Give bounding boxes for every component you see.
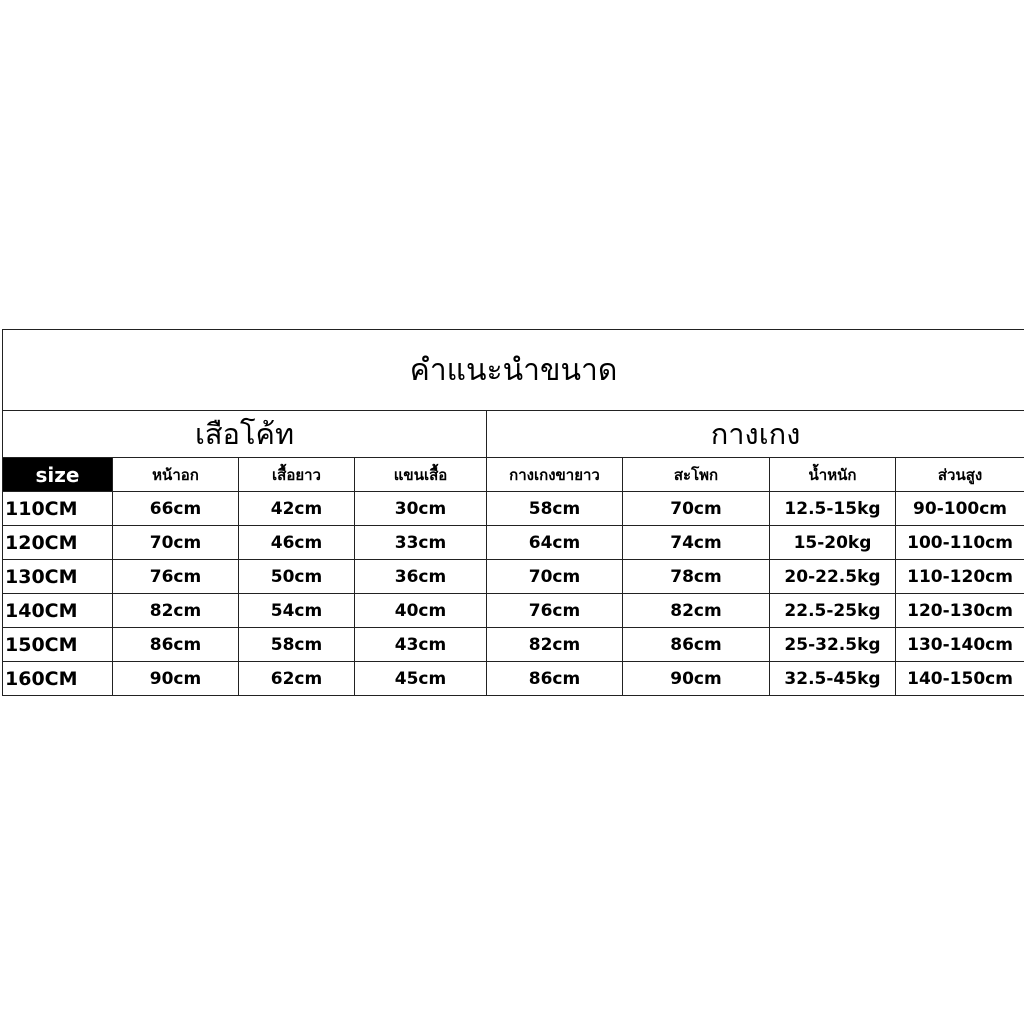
- top-length-cell: 50cm: [239, 560, 355, 594]
- pants-length-cell: 70cm: [487, 560, 623, 594]
- pants-length-cell: 82cm: [487, 628, 623, 662]
- column-header-sleeve: แขนเสื้อ: [355, 458, 487, 492]
- chest-cell: 70cm: [113, 526, 239, 560]
- height-cell: 90-100cm: [896, 492, 1024, 526]
- top-length-cell: 42cm: [239, 492, 355, 526]
- chest-cell: 86cm: [113, 628, 239, 662]
- top-length-cell: 54cm: [239, 594, 355, 628]
- sleeve-cell: 40cm: [355, 594, 487, 628]
- table-row: [3, 594, 1024, 628]
- pants-length-cell: 86cm: [487, 662, 623, 696]
- pants-length-cell: 58cm: [487, 492, 623, 526]
- table-row: [3, 662, 1024, 696]
- size-cell: 150CM: [3, 628, 113, 662]
- pants-length-cell: 76cm: [487, 594, 623, 628]
- table-row: [3, 560, 1024, 594]
- column-header-weight: น้ำหนัก: [770, 458, 896, 492]
- table-row: [3, 526, 1024, 560]
- column-header-hip: สะโพก: [623, 458, 770, 492]
- weight-cell: 15-20kg: [770, 526, 896, 560]
- hip-cell: 86cm: [623, 628, 770, 662]
- size-cell: 120CM: [3, 526, 113, 560]
- top-length-cell: 58cm: [239, 628, 355, 662]
- height-cell: 130-140cm: [896, 628, 1024, 662]
- size-cell: 130CM: [3, 560, 113, 594]
- column-header-height: ส่วนสูง: [896, 458, 1024, 492]
- sleeve-cell: 33cm: [355, 526, 487, 560]
- weight-cell: 12.5-15kg: [770, 492, 896, 526]
- chest-cell: 82cm: [113, 594, 239, 628]
- group-header-pants: กางเกง: [487, 411, 1024, 458]
- chest-cell: 66cm: [113, 492, 239, 526]
- size-cell: 140CM: [3, 594, 113, 628]
- group-header-row: [3, 411, 1024, 458]
- sleeve-cell: 45cm: [355, 662, 487, 696]
- chest-cell: 76cm: [113, 560, 239, 594]
- chest-cell: 90cm: [113, 662, 239, 696]
- sleeve-cell: 30cm: [355, 492, 487, 526]
- weight-cell: 20-22.5kg: [770, 560, 896, 594]
- hip-cell: 70cm: [623, 492, 770, 526]
- size-cell: 160CM: [3, 662, 113, 696]
- hip-cell: 82cm: [623, 594, 770, 628]
- hip-cell: 74cm: [623, 526, 770, 560]
- top-length-cell: 62cm: [239, 662, 355, 696]
- title-row: [3, 330, 1024, 411]
- sleeve-cell: 36cm: [355, 560, 487, 594]
- pants-length-cell: 64cm: [487, 526, 623, 560]
- column-header-row: [3, 458, 1024, 492]
- weight-cell: 32.5-45kg: [770, 662, 896, 696]
- weight-cell: 22.5-25kg: [770, 594, 896, 628]
- height-cell: 100-110cm: [896, 526, 1024, 560]
- height-cell: 110-120cm: [896, 560, 1024, 594]
- group-header-top: เสือโค้ท: [3, 411, 487, 458]
- weight-cell: 25-32.5kg: [770, 628, 896, 662]
- size-chart-table: [2, 329, 1024, 696]
- height-cell: 140-150cm: [896, 662, 1024, 696]
- column-header-pants-length: กางเกงขายาว: [487, 458, 623, 492]
- table-row: [3, 492, 1024, 526]
- size-cell: 110CM: [3, 492, 113, 526]
- hip-cell: 90cm: [623, 662, 770, 696]
- table-row: [3, 628, 1024, 662]
- size-rows: [3, 492, 1024, 696]
- sleeve-cell: 43cm: [355, 628, 487, 662]
- column-header-size: size: [3, 458, 113, 492]
- column-header-top-length: เสื้อยาว: [239, 458, 355, 492]
- height-cell: 120-130cm: [896, 594, 1024, 628]
- top-length-cell: 46cm: [239, 526, 355, 560]
- chart-title: คำแนะนำขนาด: [3, 330, 1024, 411]
- column-header-chest: หน้าอก: [113, 458, 239, 492]
- hip-cell: 78cm: [623, 560, 770, 594]
